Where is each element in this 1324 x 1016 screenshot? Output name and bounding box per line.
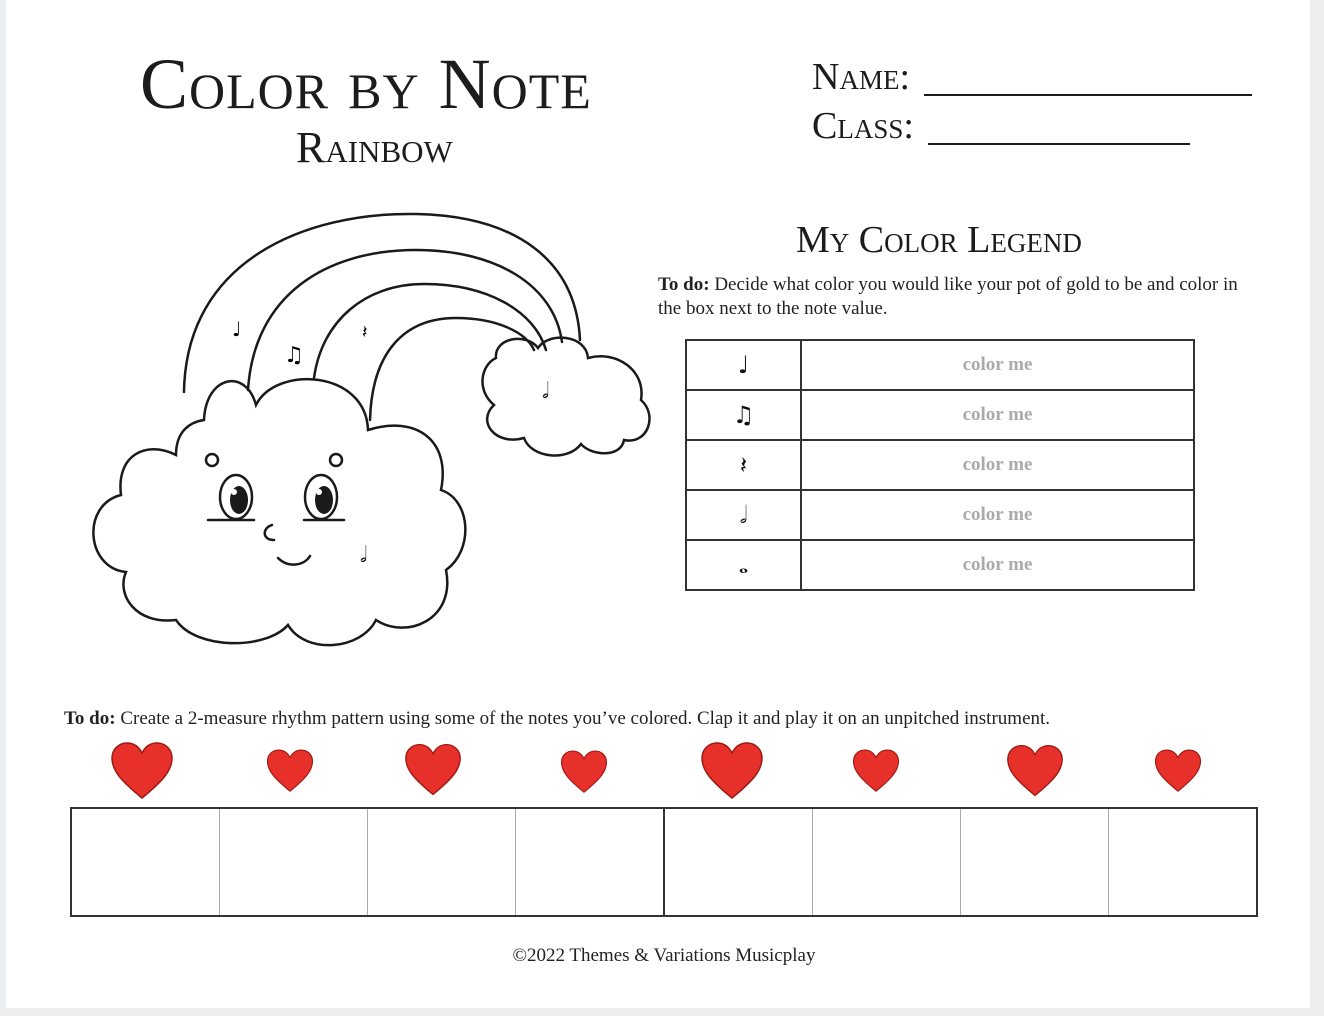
beat-box[interactable] bbox=[72, 809, 220, 915]
page-subtitle: Rainbow bbox=[296, 123, 453, 172]
rhythm-instructions bbox=[64, 707, 1264, 731]
name-line[interactable] bbox=[924, 64, 1252, 96]
worksheet-page bbox=[6, 0, 1310, 1008]
beat-box[interactable] bbox=[1109, 809, 1256, 915]
heart-icon bbox=[1006, 744, 1064, 798]
heart-icon bbox=[266, 749, 314, 793]
color-box[interactable]: color me bbox=[801, 540, 1194, 590]
color-box[interactable]: color me bbox=[801, 340, 1194, 390]
left-brow bbox=[206, 454, 218, 466]
heart-icon bbox=[1154, 749, 1202, 793]
legend-row bbox=[686, 490, 1194, 540]
small-cloud bbox=[482, 338, 649, 456]
rainbow-arc-inner bbox=[370, 318, 534, 420]
color-box[interactable]: color me bbox=[801, 390, 1194, 440]
rhythm-todo-text: Create a 2-measure rhythm pattern using some of the notes you’ve colored. Clap it and play it on an unpitched instrument. bbox=[120, 708, 1051, 729]
name-field[interactable] bbox=[812, 58, 1252, 96]
smile bbox=[278, 556, 310, 565]
legend-row bbox=[686, 390, 1194, 440]
beat-box[interactable] bbox=[961, 809, 1109, 915]
beat-box[interactable] bbox=[665, 809, 813, 915]
heart-icon bbox=[110, 742, 174, 800]
heart-icon bbox=[700, 742, 764, 800]
beat-box[interactable] bbox=[368, 809, 516, 915]
rhythm-todo-label: To do: bbox=[64, 708, 116, 729]
legend-title: My Color Legend bbox=[796, 219, 1082, 261]
big-cloud bbox=[93, 379, 465, 645]
beat-box[interactable] bbox=[813, 809, 961, 915]
legend-instructions bbox=[658, 273, 1248, 321]
legend-todo-label: To do: bbox=[658, 274, 710, 295]
legend-row bbox=[686, 540, 1194, 590]
copyright-footer: ©2022 Themes & Variations Musicplay bbox=[512, 945, 816, 966]
heart-icon bbox=[404, 743, 462, 797]
illus-note-5: 𝅗𝅥 bbox=[360, 543, 367, 568]
eighth-notes-symbol: ♫ bbox=[686, 390, 801, 440]
page-title: Color by Note bbox=[140, 44, 592, 124]
right-brow bbox=[330, 454, 342, 466]
legend-todo-text: Decide what color you would like your pot of gold to be and color in the box next to the note value. bbox=[658, 274, 1238, 319]
heart-icon bbox=[560, 750, 608, 794]
class-field[interactable] bbox=[812, 107, 1190, 145]
rainbow-arc-2 bbox=[248, 250, 562, 390]
rainbow-arc-3 bbox=[314, 284, 546, 378]
illus-note-4: 𝅗𝅥 bbox=[542, 379, 549, 404]
legend-row bbox=[686, 340, 1194, 390]
quarter-rest-symbol: 𝄽 bbox=[686, 440, 801, 490]
whole-note-symbol: 𝅝 bbox=[686, 540, 801, 590]
class-line[interactable] bbox=[928, 113, 1190, 145]
rhythm-measures bbox=[70, 807, 1258, 917]
quarter-note-symbol: ♩ bbox=[686, 340, 801, 390]
beat-box[interactable] bbox=[516, 809, 665, 915]
nose bbox=[265, 525, 274, 540]
half-note-symbol: 𝅗𝅥 bbox=[686, 490, 801, 540]
beat-box[interactable] bbox=[220, 809, 368, 915]
legend-row bbox=[686, 440, 1194, 490]
beat-hearts bbox=[70, 740, 1256, 804]
class-label: Class: bbox=[812, 105, 914, 147]
color-legend-table bbox=[685, 339, 1195, 591]
illus-note-1: ♩ bbox=[232, 317, 242, 341]
color-box[interactable]: color me bbox=[801, 490, 1194, 540]
illus-note-3: 𝄽 bbox=[362, 322, 368, 343]
illus-note-2: ♫ bbox=[284, 343, 304, 368]
name-label: Name: bbox=[812, 56, 910, 98]
rainbow-cloud-illustration bbox=[76, 200, 656, 660]
color-box[interactable]: color me bbox=[801, 440, 1194, 490]
heart-icon bbox=[852, 749, 900, 793]
